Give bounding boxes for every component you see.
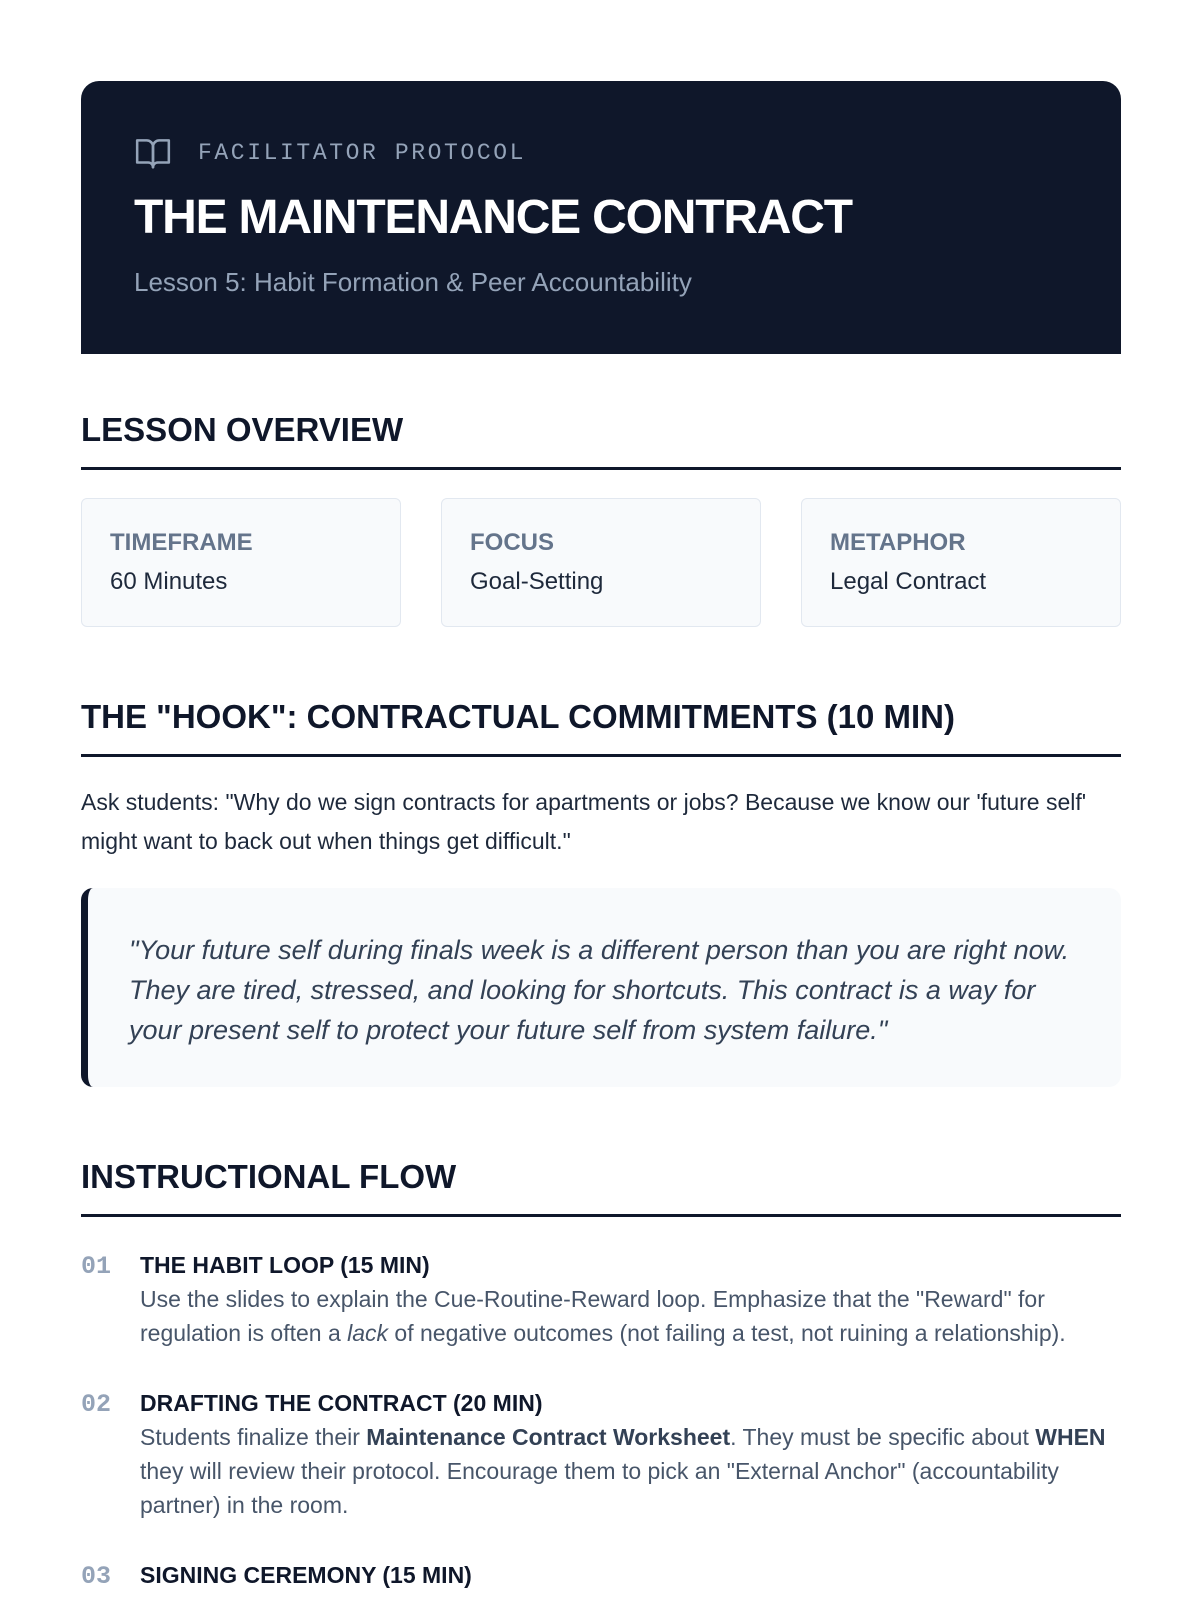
step-body [140,1282,1121,1350]
overview-cards [81,498,1121,627]
overview-card-timeframe [81,498,401,627]
hook-quote [81,888,1121,1087]
flow-heading: INSTRUCTIONAL FLOW [81,1158,457,1195]
flow-steps [81,1248,1121,1600]
eyebrow-label: FACILITATOR PROTOCOL [198,140,527,166]
step-number: 03 [81,1562,112,1591]
flow-step [81,1386,1121,1522]
overview-heading: LESSON OVERVIEW [81,411,404,448]
step-body-text: they will review their protocol. Encourage them to pick an "External Anchor" (accountability partner) in the room. [140,1458,1059,1518]
quote-text: "Your future self during finals week is a different person than you are right now. They are tired, stressed, and looking for shortcuts. This contract is a way for your present self to protect your future self from system failure." [129,935,1070,1045]
page-subtitle: Lesson 5: Habit Formation & Peer Accountability [134,267,692,297]
flow-step [81,1558,1121,1592]
hook-divider [81,754,1121,757]
card-value: 60 Minutes [110,568,228,596]
step-number: 01 [81,1252,112,1281]
hook-heading: THE "HOOK": CONTRACTUAL COMMITMENTS (10 MIN) [81,698,955,735]
step-body-text: of negative outcomes (not failing a test, not ruining a relationship). [388,1320,1066,1346]
card-value: Goal-Setting [470,568,604,596]
step-title: DRAFTING THE CONTRACT (20 MIN) [140,1390,543,1416]
hook-prompt: Ask students: "Why do we sign contracts for apartments or jobs? Because we know our 'future self' might want to back out when things get difficult." [81,789,1087,854]
overview-card-focus [441,498,761,627]
hero-eyebrow [134,134,526,172]
step-title: SIGNING CEREMONY (15 MIN) [140,1562,472,1588]
card-value: Legal Contract [830,568,987,596]
page-title: THE MAINTENANCE CONTRACT [134,191,852,244]
step-body-emphasis: lack [347,1320,389,1346]
step-body-bold: Maintenance Contract Worksheet [366,1424,731,1450]
step-body-text: Students finalize their [140,1424,367,1450]
card-label: FOCUS [470,529,554,556]
flow-step [81,1248,1121,1350]
book-open-icon [134,134,172,172]
step-body-bold: WHEN [1035,1424,1106,1450]
card-label: METAPHOR [830,529,966,556]
step-body-text: Use the slides to explain the Cue-Routine-Reward loop. Emphasize that the "Reward" for regulation is often a [140,1286,1045,1346]
hero-header [81,81,1121,354]
step-number: 02 [81,1390,112,1419]
overview-card-metaphor [801,498,1121,627]
step-title: THE HABIT LOOP (15 MIN) [140,1252,430,1278]
step-body [140,1420,1121,1522]
overview-divider [81,467,1121,470]
flow-divider [81,1214,1121,1217]
card-label: TIMEFRAME [110,529,253,556]
step-body-text: . They must be specific about [730,1424,1036,1450]
